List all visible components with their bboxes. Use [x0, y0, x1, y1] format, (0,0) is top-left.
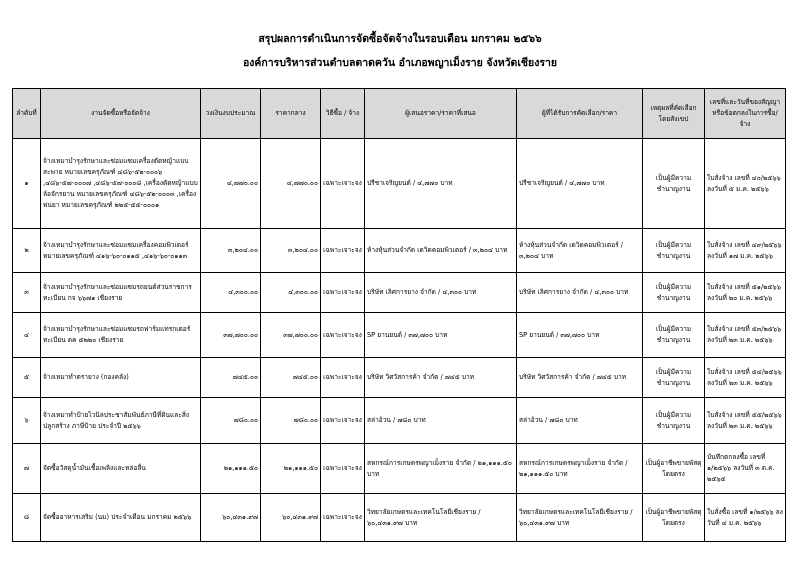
- cell-bidders: บริษัท วิศวัสการค้า จำกัด / ๗๔๕ บาท: [365, 358, 517, 398]
- header-bidders: ผู้เสนอราคา/ราคาที่เสนอ: [365, 89, 517, 139]
- cell-reason: เป็นผู้มีความชำนาญงาน: [643, 398, 705, 444]
- cell-work: จัดซื้ออาหารเสริม (นม) ประจำเดือน มกราคม ๒๕๖๖: [41, 494, 201, 542]
- cell-bidders: SP ยานยนต์ / ๓๗,๗๐๐ บาท: [365, 313, 517, 358]
- cell-contract: ใบสั่งจ้าง เลขที่ ๕๓/๒๕๖๖ ลงวันที่ ๒๓ ม.ค. ๒๕๖๖: [705, 313, 786, 358]
- cell-bidders: วิทยาลัยเกษตรและเทคโนโลยีเชียงราย / ๖๐,๔๓๑.๙๗ บาท: [365, 494, 517, 542]
- cell-contract: บันทึกตกลงซื้อ เลขที่ ๑/๒๕๖๖ ลงวันที่ ๓ ต.ค. ๒๕๖๕: [705, 444, 786, 494]
- cell-selected: บริษัท วิศวัสการค้า จำกัด / ๗๔๕ บาท: [517, 358, 643, 398]
- cell-contract: ใบสั่งจ้าง เลขที่ ๕๑/๒๕๖๖ ลงวันที่ ๒๐ ม.ค. ๒๕๖๖: [705, 273, 786, 313]
- cell-contract: ใบสั่งจ้าง เลขที่ ๔๙/๒๕๖๖ ลงวันที่ ๑๗ ม.ค. ๒๕๖๖: [705, 229, 786, 273]
- cell-selected: บริษัท เลิศการยาง จำกัด / ๔,๓๐๐ บาท: [517, 273, 643, 313]
- header-no: ลำดับที่: [13, 89, 41, 139]
- cell-work: จัดซื้อวัสดุน้ำมันเชื้อเพลิงและหล่อลื่น: [41, 444, 201, 494]
- cell-median: ๗๘๐.๐๐: [261, 398, 321, 444]
- cell-selected: ปรีชาเจริญยนต์ / ๔,๗๗๐ บาท: [517, 139, 643, 229]
- cell-bidders: ห้างหุ้นส่วนจำกัด เดวิดคอมพิวเตอร์ / ๓,๒๐๔ บาท: [365, 229, 517, 273]
- cell-contract: ใบสั่งจ้าง เลขที่ ๕๕/๒๕๖๖ ลงวันที่ ๒๓ ม.ค. ๒๕๖๖: [705, 398, 786, 444]
- header-work: งานจัดซื้อหรือจัดจ้าง: [41, 89, 201, 139]
- table-row: [13, 313, 786, 358]
- cell-selected: สล่าอ้วน / ๗๘๐ บาท: [517, 398, 643, 444]
- table-row: [13, 229, 786, 273]
- cell-contract: ใบสั่งซื้อ เลขที่ ๑/๒๕๖๖ ลงวันที่ ๔ ม.ค. ๒๕๖๖: [705, 494, 786, 542]
- cell-median: ๒๑,๑๑๑.๕๐: [261, 444, 321, 494]
- cell-work: จ้างเหมาทำตรายาง (กองคลัง): [41, 358, 201, 398]
- cell-method: เฉพาะเจาะจง: [321, 494, 365, 542]
- cell-budget: ๗๘๐.๐๐: [201, 398, 261, 444]
- cell-reason: เป็นผู้อาชีพขายพัสดุโดยตรง: [643, 494, 705, 542]
- cell-selected: สหกรณ์การเกษตรพญาเม็งราย จำกัด / ๒๑,๑๑๑.๕๐ บาท: [517, 444, 643, 494]
- cell-work: จ้างเหมาบำรุงรักษาและซ่อมแซมเครื่องตัดหญ้าแบบสะพาย หมายเลขครุภัณฑ์ ๔๘๖-๕๒-๐๐๐๖ ,๔๘๖-๕๗-๐๐๐๗ ,๔๘๖-๕๗-๐๐๐๘ ,เครื่องตัดหญ้าแบบล้อจักรยาน หมายเลขครุภัณฑ์ ๔๘๖-๕๒-๐๐๐๓ ,เครื่องพ่นยา หมายเลขครุภัณฑ์ ๒๒๕-๕๕-๐๐๐๑: [41, 139, 201, 229]
- cell-reason: เป็นผู้อาชีพขายพัสดุโดยตรง: [643, 444, 705, 494]
- header-method: วิธีซื้อ / จ้าง: [321, 89, 365, 139]
- cell-no: ๖: [13, 398, 41, 444]
- cell-method: เฉพาะเจาะจง: [321, 273, 365, 313]
- cell-no: ๑: [13, 139, 41, 229]
- cell-contract: ใบสั่งจ้าง เลขที่ ๕๔/๒๕๖๖ ลงวันที่ ๒๓ ม.ค. ๒๕๖๖: [705, 358, 786, 398]
- cell-bidders: สล่าอ้วน / ๗๘๐ บาท: [365, 398, 517, 444]
- header-budget: วงเงินงบประมาณ: [201, 89, 261, 139]
- table-row: [13, 444, 786, 494]
- cell-median: ๖๐,๔๓๑.๙๗: [261, 494, 321, 542]
- cell-reason: เป็นผู้มีความชำนาญงาน: [643, 273, 705, 313]
- cell-method: เฉพาะเจาะจง: [321, 358, 365, 398]
- cell-selected: ห้างหุ้นส่วนจำกัด เดวิดคอมพิวเตอร์ / ๓,๒๐๔ บาท: [517, 229, 643, 273]
- cell-budget: ๒๑,๑๑๑.๕๐: [201, 444, 261, 494]
- cell-budget: ๔,๗๗๐.๐๐: [201, 139, 261, 229]
- table-header-row: [13, 89, 786, 139]
- cell-bidders: บริษัท เลิศการยาง จำกัด / ๔,๓๐๐ บาท: [365, 273, 517, 313]
- cell-method: เฉพาะเจาะจง: [321, 398, 365, 444]
- organization-title: องค์การบริหารส่วนตำบลตาดควัน อำเภอพญาเม็งราย จังหวัดเชียงราย: [242, 57, 558, 69]
- cell-budget: ๗๔๕.๐๐: [201, 358, 261, 398]
- table-row: [13, 494, 786, 542]
- cell-method: เฉพาะเจาะจง: [321, 229, 365, 273]
- document-title: สรุปผลการดำเนินการจัดซื้อจัดจ้างในรอบเดือน มกราคม ๒๕๖๖: [258, 33, 542, 45]
- cell-median: ๓,๒๐๔.๐๐: [261, 229, 321, 273]
- cell-reason: เป็นผู้มีความชำนาญงาน: [643, 313, 705, 358]
- cell-no: ๘: [13, 494, 41, 542]
- cell-reason: เป็นผู้มีความชำนาญงาน: [643, 229, 705, 273]
- header-reason: เหตุผลที่คัดเลือกโดยสังเขป: [643, 89, 705, 139]
- cell-budget: ๔,๓๐๐.๐๐: [201, 273, 261, 313]
- cell-median: ๔,๗๗๐.๐๐: [261, 139, 321, 229]
- table-row: [13, 273, 786, 313]
- cell-work: จ้างเหมาบำรุงรักษาและซ่อมแซมเครื่องคอมพิวเตอร์ หมายเลขครุภัณฑ์ ๔๑๖-๖๐-๐๑๑๕ ,๔๑๖-๖๐-๐๑๑๓: [41, 229, 201, 273]
- table-row: [13, 139, 786, 229]
- cell-selected: SP ยานยนต์ / ๓๗,๗๐๐ บาท: [517, 313, 643, 358]
- cell-no: ๓: [13, 273, 41, 313]
- cell-contract: ใบสั่งจ้าง เลขที่ ๔๐/๒๕๖๖ ลงวันที่ ๕ ม.ค. ๒๕๖๖: [705, 139, 786, 229]
- cell-no: ๒: [13, 229, 41, 273]
- cell-median: ๔,๓๐๐.๐๐: [261, 273, 321, 313]
- cell-median: ๗๔๕.๐๐: [261, 358, 321, 398]
- cell-method: เฉพาะเจาะจง: [321, 139, 365, 229]
- cell-no: ๔: [13, 313, 41, 358]
- cell-work: จ้างเหมาทำป้ายไวนิลประชาสัมพันธ์ภาษีที่ดินและสิ่งปลูกสร้าง ภาษีป้าย ประจำปี ๒๕๖๖: [41, 398, 201, 444]
- cell-no: ๗: [13, 444, 41, 494]
- cell-method: เฉพาะเจาะจง: [321, 313, 365, 358]
- cell-method: เฉพาะเจาะจง: [321, 444, 365, 494]
- table-row: [13, 398, 786, 444]
- cell-work: จ้างเหมาบำรุงรักษาและซ่อมแซมรถฟาร์มแทรกเตอร์ ทะเบียน ตค ๕๒๒๐ เชียงราย: [41, 313, 201, 358]
- cell-work: จ้างเหมาบำรุงรักษาและซ่อมแซมรถยนต์ส่วนราชการ ทะเบียน กจ ๖๖๗๑ เชียงราย: [41, 273, 201, 313]
- cell-budget: ๖๐,๔๓๑.๙๗: [201, 494, 261, 542]
- cell-bidders: ปรีชาเจริญยนต์ / ๔,๗๗๐ บาท: [365, 139, 517, 229]
- cell-no: ๕: [13, 358, 41, 398]
- header-selected: ผู้ที่ได้รับการคัดเลือก/ราคา: [517, 89, 643, 139]
- cell-budget: ๓,๒๐๔.๐๐: [201, 229, 261, 273]
- procurement-table: [12, 88, 786, 542]
- cell-reason: เป็นผู้มีความชำนาญงาน: [643, 139, 705, 229]
- cell-budget: ๓๗,๗๐๐.๐๐: [201, 313, 261, 358]
- cell-selected: วิทยาลัยเกษตรและเทคโนโลยีเชียงราย / ๖๐,๔๓๑.๙๗ บาท: [517, 494, 643, 542]
- header-contract: เลขที่และวันที่ของสัญญาหรือข้อตกลงในการซื้อ/จ้าง: [705, 89, 786, 139]
- cell-bidders: สหกรณ์การเกษตรพญาเม็งราย จำกัด / ๒๑,๑๑๑.๕๐ บาท: [365, 444, 517, 494]
- header-median: ราคากลาง: [261, 89, 321, 139]
- cell-reason: เป็นผู้มีความชำนาญงาน: [643, 358, 705, 398]
- cell-median: ๓๗,๗๐๐.๐๐: [261, 313, 321, 358]
- table-row: [13, 358, 786, 398]
